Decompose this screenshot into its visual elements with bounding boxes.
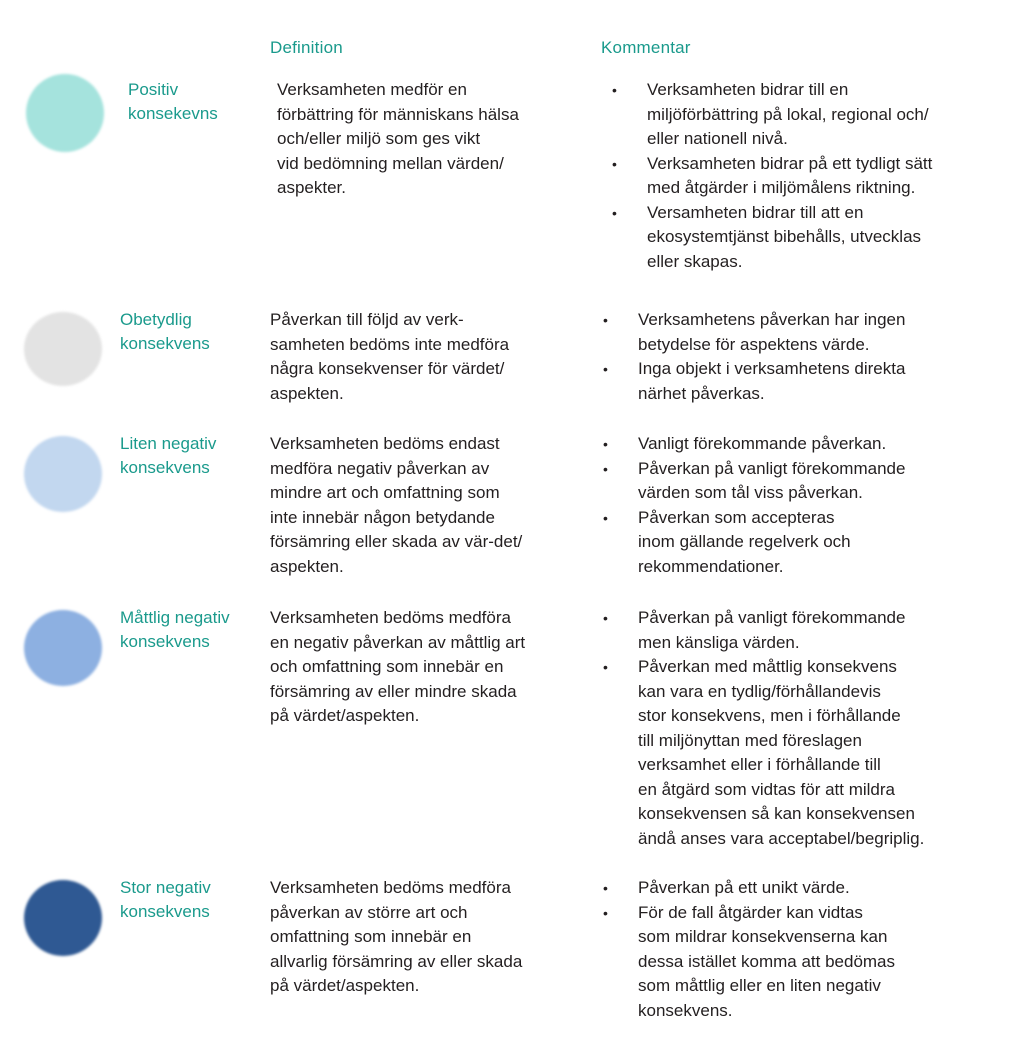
comment-item — [601, 876, 991, 901]
comment-text: Påverkan på ett unikt värde. — [638, 878, 850, 897]
comment-item — [601, 655, 991, 851]
definition-text: Verksamheten bedöms medföra påverkan av större art och omfattning som innebär en allvarlig försämring av eller skada på värdet/aspekten. — [270, 878, 523, 995]
comment-header: Kommentar — [601, 38, 691, 57]
level-label: Stor negativ konsekvens — [120, 878, 211, 921]
comment-list — [601, 606, 991, 851]
comment-text: Påverkan på vanligt förekommande värden som tål viss påverkan. — [638, 458, 906, 502]
bullet-icon: • — [612, 82, 617, 98]
bullet-icon: • — [603, 610, 608, 626]
comment-text: Påverkan på vanligt förekommande men känsliga värden. — [638, 608, 906, 652]
definition-text: Verksamheten medför en förbättring för människans hälsa och/eller miljö som ges vikt vid bedömning mellan värden/ aspekter. — [277, 80, 519, 197]
comment-item — [601, 457, 991, 506]
level-label: Liten negativ konsekvens — [120, 434, 217, 477]
bullet-icon: • — [603, 361, 608, 377]
comment-text: Verksamheten bidrar på ett tydligt sätt med åtgärder i miljömålens riktning. — [647, 153, 933, 197]
level-color-circle — [24, 880, 102, 956]
comment-text: För de fall åtgärder kan vidtas som mildrar konsekvenserna kan dessa istället komma att bedömas som måttlig eller en liten negativ konsekvens. — [638, 902, 896, 1020]
level-label: Positiv konsekevns — [128, 80, 218, 123]
level-color-circle — [24, 610, 102, 686]
comment-list — [601, 308, 991, 406]
comment-text: Inga objekt i verksamhetens direkta närhet påverkas. — [638, 359, 906, 403]
bullet-icon: • — [603, 659, 608, 675]
comment-text: Påverkan med måttlig konsekvens kan vara en tydlig/förhållandevis stor konsekvens, men i förhållande till miljönyttan med föreslagen verksamhet eller i förhållande till en åtgärd som vidtas för att mildra konsekvensen så kan konsekvensen ändå anses vara acceptabel/begriplig. — [638, 657, 925, 848]
comment-item — [610, 201, 1000, 275]
bullet-icon: • — [612, 204, 617, 221]
comment-item — [601, 357, 991, 406]
level-label: Måttlig negativ konsekvens — [120, 608, 230, 651]
comment-item — [601, 308, 991, 357]
comment-item — [610, 152, 1000, 201]
comment-list — [610, 78, 1000, 274]
level-label: Obetydlig konsekvens — [120, 310, 210, 353]
comment-item — [610, 78, 1000, 152]
bullet-icon: • — [603, 509, 608, 526]
comment-text: Påverkan som accepteras inom gällande regelverk och rekommendationer. — [638, 507, 851, 576]
comment-text: Verksamheten bidrar till en miljöförbättring på lokal, regional och/ eller nationell nivå. — [647, 80, 929, 148]
bullet-icon: • — [603, 436, 608, 452]
definition-text: Verksamheten bedöms medföra en negativ påverkan av måttlig art och omfattning som innebär en försämring av eller mindre skada på värdet/aspekten. — [270, 608, 526, 725]
comment-list — [601, 432, 991, 579]
bullet-icon: • — [603, 312, 608, 328]
definition-text: Verksamheten bedöms endast medföra negativ påverkan av mindre art och omfattning som inte innebär någon betydande försämring eller skada av vär-det/ aspekten. — [270, 434, 523, 576]
comment-text: Verksamhetens påverkan har ingen betydelse för aspektens värde. — [638, 310, 906, 354]
level-color-circle — [24, 312, 102, 386]
comment-item — [601, 506, 991, 580]
comment-item — [601, 901, 991, 1024]
bullet-icon: • — [612, 155, 617, 172]
comment-item — [601, 432, 991, 457]
comment-item — [601, 606, 991, 655]
definition-text: Påverkan till följd av verk- samheten bedöms inte medföra några konsekvenser för värdet/ aspekten. — [270, 310, 510, 403]
level-color-circle — [24, 436, 102, 512]
bullet-icon: • — [603, 460, 608, 477]
comment-text: Vanligt förekommande påverkan. — [638, 434, 887, 453]
comment-text: Versamheten bidrar till att en ekosystemtjänst bibehålls, utvecklas eller skapas. — [647, 202, 922, 271]
definition-header: Definition — [270, 38, 343, 57]
level-color-circle — [26, 74, 104, 152]
bullet-icon: • — [603, 904, 608, 921]
comment-list — [601, 876, 991, 1023]
bullet-icon: • — [603, 880, 608, 896]
